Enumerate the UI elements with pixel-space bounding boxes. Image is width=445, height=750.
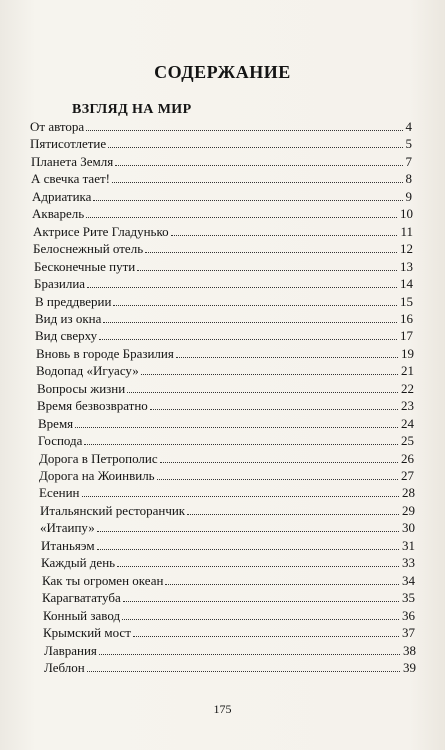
toc-entry-title: Леблон (44, 659, 85, 675)
toc-entry-page: 24 (401, 415, 414, 431)
dot-leader (103, 322, 397, 323)
toc-entry-title: «Итаипу» (40, 520, 95, 536)
dot-leader (112, 182, 403, 183)
toc-entry-title: Карагвататуба (42, 590, 121, 606)
dot-leader (115, 165, 402, 166)
dot-leader (133, 636, 399, 637)
toc-entry (38, 414, 414, 431)
toc-entry-page: 10 (400, 206, 413, 222)
toc-entry (37, 379, 414, 396)
toc-entry-title: Бразилиа (34, 276, 86, 292)
toc-entry-page: 4 (405, 119, 412, 134)
dot-leader (165, 584, 399, 585)
toc-entry-page: 12 (400, 241, 413, 257)
toc-entry (40, 501, 415, 518)
toc-entry-title: Вид сверху (35, 328, 98, 344)
toc-entry-title: Пятисотлетие (30, 136, 107, 152)
dot-leader (141, 374, 398, 375)
toc-entry (30, 134, 412, 151)
toc-entry (35, 309, 413, 326)
toc-entry-title: Время (38, 415, 74, 431)
toc-entry-page: 7 (405, 153, 412, 169)
toc-entry-title: Господа (38, 433, 83, 449)
toc-entry-page: 27 (401, 468, 414, 483)
toc-entry-page: 25 (401, 433, 414, 449)
toc-entry-title: Итаньяэм (41, 537, 95, 553)
toc-entry-page: 37 (402, 625, 415, 641)
toc-entry (37, 396, 414, 413)
toc-entry-page: 36 (402, 607, 415, 623)
dot-leader (113, 305, 397, 306)
toc-entry (42, 571, 415, 588)
toc-entry (34, 257, 413, 274)
toc-entry (35, 292, 413, 309)
dot-leader (97, 549, 399, 550)
dot-leader (108, 147, 402, 148)
toc-entry-page: 5 (405, 136, 412, 152)
toc-entry-title: Вид из окна (35, 310, 102, 326)
page-title: СОДЕРЖАНИЕ (154, 62, 291, 82)
dot-leader (160, 462, 398, 463)
toc-entry-page: 14 (400, 276, 413, 292)
toc-entry (30, 117, 412, 134)
toc-entry (39, 483, 415, 500)
dot-leader (171, 235, 398, 236)
toc-entry (43, 606, 415, 623)
toc-entry-title: От автора (30, 119, 85, 134)
dot-leader (75, 427, 398, 428)
dot-leader (187, 514, 399, 515)
toc-entry (32, 187, 412, 204)
toc-entry-page: 39 (403, 659, 416, 675)
toc-entry-page: 11 (400, 223, 413, 239)
toc-entry-page: 22 (401, 380, 414, 396)
toc-entry (35, 326, 413, 343)
toc-entry-title: Вновь в городе Бразилия (36, 345, 174, 361)
toc-entry-page: 13 (400, 258, 413, 274)
toc-entry (41, 536, 415, 553)
toc-entry-title: В преддверии (35, 293, 112, 309)
toc-entry-title: Белоснежный отель (33, 241, 144, 257)
dot-leader (86, 217, 397, 218)
dot-leader (145, 252, 397, 253)
toc-entry-title: Каждый день (41, 555, 116, 571)
toc-entry-title: Лаврания (44, 642, 97, 658)
dot-leader (127, 392, 398, 393)
toc-entry-title: Бесконечные пути (34, 258, 136, 274)
toc-entry-title: Дорога в Петрополис (39, 450, 158, 466)
toc-entry-page: 26 (401, 450, 414, 466)
toc-entry (31, 169, 412, 186)
toc-entry-title: Конный завод (43, 607, 121, 623)
dot-leader (87, 287, 397, 288)
toc-entry-page: 9 (405, 188, 412, 204)
dot-leader (93, 200, 402, 201)
toc-entry-page: 17 (400, 328, 413, 344)
toc-entry-page: 8 (405, 171, 412, 187)
toc-entry (32, 204, 413, 221)
dot-leader (123, 601, 399, 602)
toc-entry (36, 361, 414, 378)
page-number: 175 (213, 702, 232, 716)
toc-entry (38, 431, 414, 448)
toc-entry-title: Планета Земля (31, 153, 114, 169)
toc-entry (40, 518, 415, 535)
toc-entry-page: 19 (401, 345, 414, 361)
toc-entry-page: 38 (403, 642, 416, 658)
toc-entry-title: Как ты огромен океан (42, 572, 164, 588)
dot-leader (122, 619, 399, 620)
toc-entry-title: Итальянский ресторанчик (40, 502, 186, 518)
toc-entry-title: Актрисе Рите Гладунько (33, 223, 169, 239)
toc-entry-title: Адриатика (32, 188, 92, 204)
toc-entry-page: 34 (402, 572, 415, 588)
section-title: ВЗГЛЯД НА МИР (72, 102, 192, 117)
dot-leader (97, 531, 399, 532)
dot-leader (87, 671, 400, 672)
toc-entry (42, 588, 415, 605)
toc-entry-title: Вопросы жизни (37, 380, 126, 396)
dot-leader (84, 444, 398, 445)
toc-entry (33, 239, 413, 256)
toc-entry (43, 623, 415, 640)
dot-leader (150, 409, 398, 410)
toc-entry-title: Крымский мост (43, 625, 131, 641)
dot-leader (176, 357, 398, 358)
dot-leader (157, 479, 398, 480)
toc-entry-title: Водопад «Игуасу» (36, 363, 139, 379)
toc-entry (39, 449, 414, 466)
toc-entry-title: Есенин (39, 485, 80, 501)
toc-entry-title: Дорога на Жоинвиль (39, 468, 155, 483)
toc-entry (31, 152, 412, 169)
toc-entry-page: 31 (402, 537, 415, 553)
toc-entry (36, 344, 414, 361)
toc-entry-title: Время безвозвратно (37, 398, 148, 414)
toc-entry-page: 29 (402, 502, 415, 518)
toc-entry-title: Акварель (32, 206, 85, 222)
toc-entry (44, 658, 416, 675)
dot-leader (82, 496, 399, 497)
toc-entry (39, 466, 414, 483)
dot-leader (99, 654, 400, 655)
toc-entry (44, 641, 416, 658)
dot-leader (137, 270, 397, 271)
toc-entry (41, 553, 415, 570)
toc-entry-page: 35 (402, 590, 415, 606)
toc-entry-page: 15 (400, 293, 413, 309)
toc-entry-page: 28 (402, 485, 415, 501)
toc-entry-page: 23 (401, 398, 414, 414)
dot-leader (99, 339, 397, 340)
toc-entry-title: А свечка тает! (31, 171, 110, 187)
toc-entry (34, 274, 413, 291)
dot-leader (86, 130, 402, 131)
toc-entry-page: 33 (402, 555, 415, 571)
toc-entry-page: 21 (401, 363, 414, 379)
toc-entry-page: 16 (400, 310, 413, 326)
dot-leader (117, 566, 399, 567)
toc-entry-page: 30 (402, 520, 415, 536)
toc-entry (33, 222, 413, 239)
